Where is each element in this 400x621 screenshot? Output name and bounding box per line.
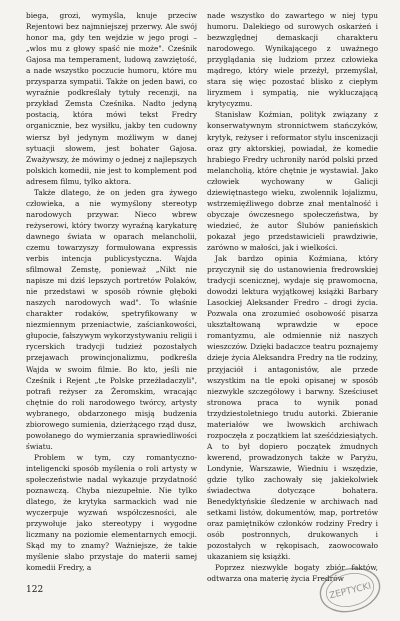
book-page [26, 10, 378, 590]
page-number: 122 [26, 585, 44, 595]
paragraph: Stanisław Koźmian, polityk związany z konserwatywnym stronnictwem stańczyków, krytyk, reżyser i reformator stylu inscenizacji oraz gry aktorskiej, powiadał, że komedie hrabiego Fredry uchroniły naród polski przed melancholią, które chętnie je wystawiał. Jako człowiek wychowany w Galicji dziewiętnastego wieku, zwolennik lojalizmu, wstrzemięźliwego dobrze znał mentalność i obyczaje ówczesnego społeczeństwa, by wiedzieć, że autor Ślubów panieńskich pokazał jego przedstawicieli prawdziwie, zarówno w małości, jak i wielkości. [207, 110, 378, 252]
stamp-text: ZEPTYCKI [328, 581, 373, 602]
paragraph: Problem w tym, czy romantyczno-inteligencki sposób myślenia o roli artysty w społeczeństwie nadal wykazuje przydatność poznawczą. Chyba niezupełnie. Nie tylko dlatego, że krytyka sarmackich wad nie wyczerpuje wyzwań współczesności, ale przywołuje jako stereotypy i wygodne liczmany na poziomie elementarnych emocji. Skąd my to znamy? Ważniejsze, że takie myślenie słabo przystaje do materii samej komedii Fredry, a [26, 452, 197, 573]
right-column [207, 10, 378, 590]
paragraph: nade wszystko do zawartego w niej typu humoru. Dalekiego od surowych oskarżeń i bezwzględnej demaskacji charakteru narodowego. Wynikającego z uważnego przyglądania się ludziom przez człowieka mądrego, który wiele przeżył, przemyślał, stara się więc pozostać blisko z ciepłym liryzmem i sympatią, nie wykluczającą krytycyzmu. [207, 11, 378, 109]
paragraph: Także dlatego, że on jeden gra żywego człowieka, a nie wymyślony stereotyp narodowych przywar. Nieco wbrew reżyserowi, który tworzy wyraźną karykaturę dawnego świata w oparach melancholii, czemu towarzyszy formułowana expressis verbis intencja publicystyczna. Wajda sfilmował Zemstę, ponieważ „Nikt nie napisze mi dziś lepszych portretów Polaków, nie przedstawi w sposób równie głęboki naszych narodowych wad". To właśnie charakter rodaków, spetryfikowany w niezmiennym przeniactwie, zaściankowości, głupocie, fałszywym wykorzystywaniu religii i rycerskich tradycji tudzież pozostałych przejawach prowincjonalizmu, podkreśla Wajda w swoim filmie. Bo kto, jeśli nie Cześnik i Rejent „te Polske przeżładaczyli", potrafi reżyser za Żeromskim, wracając chętnie do roli narodowego twórcy, artysty wybranego, obdarzonego misją budzenia zbiorowego sumienia, dzierżącego rząd dusz, powołanego do wymierzania sprawiedliwości światu. [26, 187, 197, 451]
paragraph: Poprzez niezwykle bogaty zbiór faktów, odtwarza ona materię życia Fredrów [207, 563, 378, 584]
paragraph: Jak bardzo opinia Koźmiana, który przyczynił się do ustanowienia fredrowskiej tradycji scenicznej, wydaje się prawomocna, dowodzi lektura wyjątkowej książki Barbary Lasockiej Aleksander Fredro – drogi życia. Pozwala ona zrozumieć osobowość pisarza ukształtowaną wprawdzie w epoce romantyzmu, ale odmiennie niż naszych wieszczów. Dzięki badaczce teatru poznajemy dzieje życia Aleksandra Fredry na tle rodziny, przyjaciół i antagonistów, ale przede wszystkim na tle epoki opisanej w sposób niezwykle szczegółowy i barwny. Sześciuset stronowa praca to wynik ponad trzydziestoletniego trudu autorki. Zbieranie materiałów we lwowskich archiwach rozpoczęła z początkiem lat sześćdziesiątych. A to był dopiero początek żmudnych kwerend, prowadzonych także w Paryżu, Londynie, Warszawie, Wiedniu i wszędzie, gdzie tylko zachowały się jakiekolwiek świadectwa dotyczące bohatera. Benedyktyńskie śledzenie w archiwach nad setkami listów, dokumentów, map, portretów oraz pamiętników członków rodziny Fredry i osób postronnych, drukowanych i pozostałych w rękopisach, zaowocowało ukazaniem się książki. [207, 254, 378, 562]
paragraph: biega, grozi, wymyśla, knuje przeciw Rejentowi bez najmniejszej przerwy. Ale swój honor ma, gdy ten wejdzie w jego progi – „wlos mu z głowy spaść nie może". Cześnik Gajosa ma temperament, ludową zawziętość, a nade wszystko poczucie humoru, które mu przysparza sympatii. Także on jeden bawi, co wyraźnie podkreślały tytuły recenzji, na przykład Zemsta Cześnika. Nadto jedyną postacią, która mówi tekst Fredry organicznie, bez wysiłku, jakby ten cudowny wiersz był jedynym możliwym w danej sytuacji słowem, jest bohater Gajosa. Zważywszy, że mówimy o jednej z najlepszych polskich komedii, nie jest to komplement pod adresem filmu, tylko aktora. [26, 11, 197, 186]
left-column [26, 10, 197, 590]
